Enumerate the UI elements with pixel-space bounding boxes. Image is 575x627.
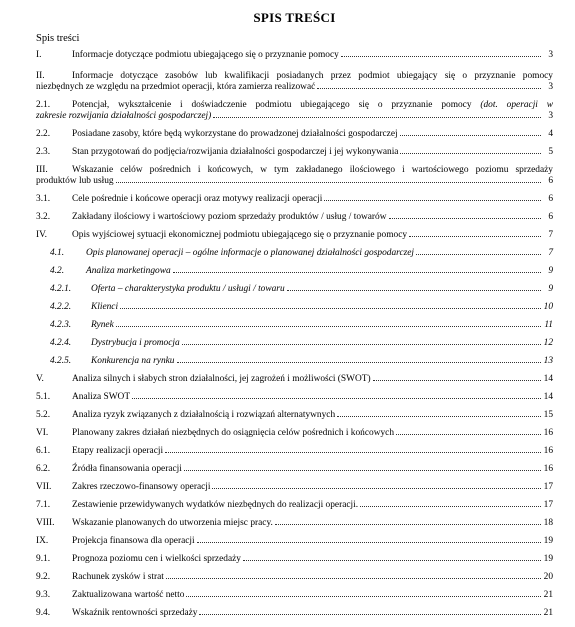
toc-entry-title: Rynek	[91, 320, 114, 330]
toc-entry-number: 7.1.	[36, 500, 51, 510]
toc-dot-leader	[186, 596, 541, 597]
toc-entry-title: Etapy realizacji operacji	[72, 446, 164, 456]
toc-dot-leader	[400, 135, 541, 136]
toc-entry-number: 4.1.	[50, 248, 65, 258]
toc-entry-title: Analiza silnych i słabych stron działalności, jej zagrożeń i możliwości (SWOT)	[72, 374, 371, 384]
toc-entry-number: 9.1.	[36, 554, 51, 564]
toc-entry-number: IV.	[36, 230, 48, 240]
toc-dot-leader	[317, 88, 541, 89]
toc-entry[interactable]	[36, 302, 553, 313]
page-title: SPIS TREŚCI	[253, 10, 336, 25]
toc-entry-title: Oferta – charakterystyka produktu / usługi / towaru	[91, 284, 285, 294]
toc-dot-leader	[116, 182, 541, 183]
toc-entry-number: VII.	[36, 482, 52, 492]
toc-entry-title-line1: Wskazanie celów pośrednich i końcowych, w tym zakładanego ilościowego i wartościowego poziomu sprzedaży	[72, 165, 553, 175]
toc-list	[36, 50, 553, 619]
toc-entry-number: VI.	[36, 428, 49, 438]
toc-entry-page: 6	[548, 194, 553, 204]
toc-entry-title: Zestawienie przewidywanych wydatków niezbędnych do realizacji operacji.	[72, 500, 359, 510]
toc-entry-number: 9.4.	[36, 608, 51, 618]
toc-entry-title: Opis wyjściowej sytuacji ekonomicznej podmiotu ubiegającego się o przyznanie pomocy	[72, 230, 408, 240]
toc-entry-title: Opis planowanej operacji – ogólne informacje o planowanej działalności gospodarczej	[86, 248, 415, 258]
toc-entry-title: Prognoza poziomu cen i wielkości sprzedaży	[72, 554, 241, 564]
toc-entry-number: 9.2.	[36, 572, 51, 582]
toc-entry-page: 20	[543, 572, 553, 582]
toc-entry[interactable]	[36, 374, 553, 385]
toc-entry-page: 3	[548, 111, 553, 121]
toc-dot-leader	[184, 470, 541, 471]
toc-entry[interactable]	[36, 356, 553, 367]
toc-entry-title: Konkurencja na rynku	[91, 356, 175, 366]
toc-dot-leader	[400, 153, 541, 154]
toc-entry-number: 2.2.	[36, 129, 51, 139]
toc-entry-page: 3	[548, 82, 553, 92]
toc-entry-title: Analiza marketingowa	[86, 266, 171, 276]
toc-entry[interactable]	[36, 608, 553, 619]
toc-entry[interactable]	[36, 165, 553, 187]
toc-entry-number: 6.1.	[36, 446, 51, 456]
toc-entry[interactable]	[36, 464, 553, 475]
toc-dot-leader	[165, 452, 541, 453]
toc-entry-number: VIII.	[36, 518, 55, 528]
toc-entry-title: Projekcja finansowa dla operacji	[72, 536, 195, 546]
toc-dot-leader	[275, 524, 541, 525]
toc-entry[interactable]	[36, 100, 553, 122]
toc-dot-leader	[396, 434, 541, 435]
toc-entry-page: 14	[543, 392, 553, 402]
toc-entry-number: 2.1.	[36, 100, 51, 110]
toc-entry-number: 2.3.	[36, 147, 51, 157]
toc-entry-page: 13	[543, 356, 553, 366]
toc-entry-number: V.	[36, 374, 44, 384]
toc-entry[interactable]	[36, 428, 553, 439]
toc-dot-leader	[166, 578, 541, 579]
toc-entry-page: 17	[543, 482, 553, 492]
toc-dot-leader	[212, 488, 541, 489]
toc-entry-number: I.	[36, 50, 42, 60]
toc-entry-title-line2: zakresie rozwijania działalności gospodarczej)	[36, 111, 212, 121]
toc-entry-page: 14	[543, 374, 553, 384]
toc-entry[interactable]	[36, 392, 553, 403]
toc-entry-title: Analiza SWOT	[72, 392, 131, 402]
toc-entry-page: 16	[543, 464, 553, 474]
toc-dot-leader	[389, 218, 541, 219]
toc-entry[interactable]	[36, 147, 553, 158]
toc-entry-number: 3.2.	[36, 212, 51, 222]
toc-entry-number: 5.1.	[36, 392, 51, 402]
toc-entry[interactable]	[36, 500, 553, 511]
toc-dot-leader	[341, 56, 541, 57]
toc-entry-number: 4.2.3.	[50, 320, 72, 330]
toc-dot-leader	[132, 398, 541, 399]
toc-entry-number: IX.	[36, 536, 49, 546]
toc-dot-leader	[199, 614, 541, 615]
toc-dot-leader	[116, 326, 541, 327]
toc-entry-page: 19	[543, 536, 553, 546]
toc-entry-page: 19	[543, 554, 553, 564]
toc-dot-leader	[213, 117, 541, 118]
toc-entry[interactable]	[36, 50, 553, 61]
toc-entry[interactable]	[36, 482, 553, 493]
toc-entry-page: 10	[543, 302, 553, 312]
toc-dot-leader	[360, 506, 541, 507]
toc-entry-title: Dystrybucja i promocja	[91, 338, 180, 348]
toc-entry-page: 9	[548, 284, 553, 294]
toc-entry[interactable]	[36, 446, 553, 457]
toc-dot-leader	[337, 416, 541, 417]
toc-dot-leader	[120, 308, 541, 309]
toc-entry-page: 12	[543, 338, 553, 348]
toc-entry-number: 5.2.	[36, 410, 51, 420]
toc-entry-page: 21	[543, 608, 553, 618]
toc-dot-leader	[173, 272, 541, 273]
toc-entry-title: Zakładany ilościowy i wartościowy poziom sprzedaży produktów / usług / towarów	[72, 212, 387, 222]
toc-entry[interactable]	[36, 266, 553, 277]
toc-entry-number: 4.2.1.	[50, 284, 72, 294]
toc-dot-leader	[373, 380, 541, 381]
toc-entry-page: 5	[548, 147, 553, 157]
toc-entry[interactable]	[36, 410, 553, 421]
toc-entry-title: Rachunek zysków i strat	[72, 572, 164, 582]
toc-heading: Spis treści	[36, 33, 80, 44]
toc-entry[interactable]	[36, 518, 553, 529]
toc-dot-leader	[197, 542, 541, 543]
toc-entry-title-line2: niezbędnych ze względu na przedmiot operacji, która zamierza realizować	[36, 82, 316, 92]
toc-entry[interactable]	[36, 194, 553, 205]
toc-entry-title: Stan przygotowań do podjęcia/rozwijania działalności gospodarczej i jej wykonywania	[72, 147, 399, 157]
toc-entry-number: 4.2.2.	[50, 302, 72, 312]
toc-entry-title: Zakres rzeczowo-finansowy operacji	[72, 482, 211, 492]
toc-entry-page: 4	[548, 129, 553, 139]
toc-dot-leader	[287, 290, 541, 291]
toc-entry[interactable]	[36, 129, 553, 140]
toc-entry-title: Wskaźnik rentowności sprzedaży	[72, 608, 198, 618]
toc-entry-title: Wskazanie planowanych do utworzenia miejsc pracy.	[72, 518, 273, 528]
toc-entry[interactable]	[36, 338, 553, 349]
toc-entry-page: 16	[543, 428, 553, 438]
toc-entry-number: 4.2.5.	[50, 356, 72, 366]
toc-dot-leader	[243, 560, 541, 561]
toc-entry-number: 6.2.	[36, 464, 51, 474]
toc-entry-title: Analiza ryzyk związanych z działalnością i rozwiązań alternatywnych	[72, 410, 336, 420]
toc-entry-page: 15	[543, 410, 553, 420]
toc-entry[interactable]	[36, 284, 553, 295]
toc-entry-page: 7	[548, 230, 553, 240]
toc-dot-leader	[416, 254, 541, 255]
toc-entry[interactable]	[36, 536, 553, 547]
toc-entry-title: Zaktualizowana wartość netto	[72, 590, 185, 600]
toc-entry-page: 6	[548, 212, 553, 222]
toc-entry-title: Informacje dotyczące podmiotu ubiegającego się o przyznanie pomocy	[72, 50, 339, 60]
toc-entry-page: 16	[543, 446, 553, 456]
toc-entry-title-line1: Potencjał, wykształcenie i doświadczenie podmiotu ubiegającego się o przyznanie pomocy (dot. operacji w	[72, 100, 554, 110]
toc-entry-page: 17	[543, 500, 553, 510]
toc-entry-page: 21	[543, 590, 553, 600]
toc-entry-page: 6	[548, 176, 553, 186]
toc-entry[interactable]	[36, 572, 553, 583]
toc-entry-number: 4.2.4.	[50, 338, 72, 348]
toc-entry-number: II.	[36, 71, 45, 81]
toc-entry-title-line2: produktów lub usług	[36, 176, 114, 186]
toc-entry-title: Klienci	[91, 302, 119, 312]
toc-entry[interactable]	[36, 71, 553, 93]
toc-dot-leader	[182, 344, 541, 345]
toc-entry-page: 18	[543, 518, 553, 528]
toc-entry-number: 3.1.	[36, 194, 51, 204]
toc-dot-leader	[324, 200, 541, 201]
toc-dot-leader	[409, 236, 541, 237]
toc-entry-title: Źródła finansowania operacji	[72, 464, 182, 474]
toc-entry-title: Posiadane zasoby, które będą wykorzystane do prowadzonej działalności gospodarczej	[72, 129, 398, 139]
toc-entry-page: 11	[544, 320, 553, 330]
toc-entry-title: Planowany zakres działań niezbędnych do osiągnięcia celów pośrednich i końcowych	[72, 428, 395, 438]
toc-dot-leader	[177, 362, 542, 363]
toc-entry-title: Cele pośrednie i końcowe operacji oraz motywy realizacji operacji	[72, 194, 323, 204]
toc-entry[interactable]	[36, 320, 553, 331]
toc-entry[interactable]	[36, 248, 553, 259]
toc-entry[interactable]	[36, 590, 553, 601]
toc-entry-number: 9.3.	[36, 590, 51, 600]
toc-entry[interactable]	[36, 212, 553, 223]
toc-entry[interactable]	[36, 230, 553, 241]
toc-entry-page: 9	[548, 266, 553, 276]
toc-entry-number: 4.2.	[50, 266, 65, 276]
toc-entry-page: 7	[548, 248, 553, 258]
toc-entry[interactable]	[36, 554, 553, 565]
toc-entry-title-line1: Informacje dotyczące zasobów lub kwalifikacji posiadanych przez podmiot ubiegający się o przyznanie pomocy	[72, 71, 553, 81]
toc-entry-page: 3	[548, 50, 553, 60]
toc-entry-number: III.	[36, 165, 48, 175]
